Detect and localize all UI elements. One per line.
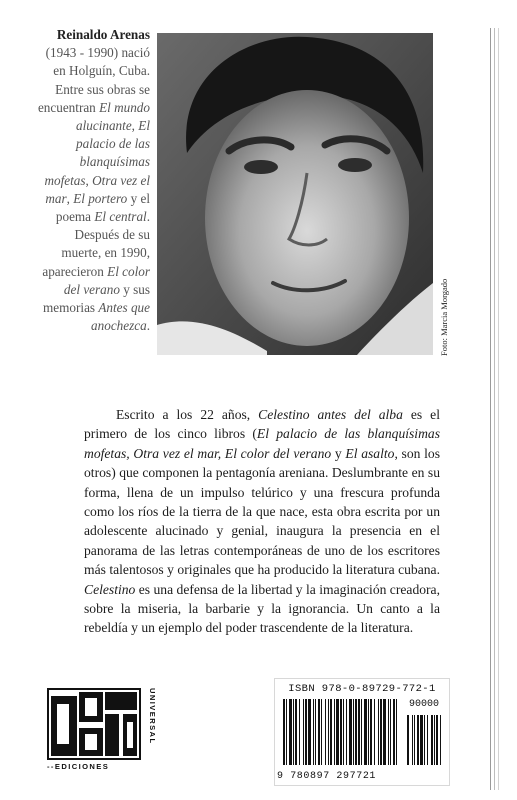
barcode-bar	[383, 699, 386, 765]
barcode-addon-bar	[424, 715, 425, 765]
barcode-bar	[325, 699, 326, 765]
blurb-text: Escrito a los 22 años,	[116, 407, 259, 422]
bio-text: . Después de su muerte, en 1990, aparecieron	[42, 209, 150, 279]
ean-number: 9 780897 297721	[277, 771, 377, 782]
bio-title: Otra vez el mar	[45, 172, 150, 206]
bio-text: y el poema	[55, 190, 150, 225]
barcode-bar	[293, 699, 294, 765]
spine-line	[498, 28, 499, 790]
barcode-bar	[295, 699, 297, 765]
barcode-bar	[336, 699, 339, 765]
barcode-bar	[368, 699, 369, 765]
bio-text: ,	[66, 190, 74, 206]
barcode-bar	[346, 699, 347, 765]
publisher-name-vertical: UNIVERSAL	[148, 688, 157, 745]
barcode-bar	[330, 699, 332, 765]
barcode-bar	[328, 699, 329, 765]
barcode-bar	[340, 699, 342, 765]
barcode-bar	[321, 699, 322, 765]
author-name: Reinaldo Arenas	[56, 27, 150, 42]
bio-title: El portero	[73, 190, 128, 206]
blurb-text: y	[331, 445, 346, 461]
barcode-addon-bar	[434, 715, 435, 765]
barcode-bar	[370, 699, 372, 765]
blurb-title: El palacio de las blanquísimas mofetas, Otra vez el mar, El color del verano	[84, 426, 440, 461]
blurb-text: es una defensa de la libertad y la imaginación creadora, sobre la miseria, la barbarie y la ignorancia. Un canto a la rebeldía y un ejemplo del poder trascendente de la literatura.	[84, 581, 440, 636]
barcode-addon-bar	[436, 715, 438, 765]
barcode-bar	[315, 699, 316, 765]
bio-title: El palacio de las blanquísimas mofetas	[44, 118, 150, 188]
barcode-bar	[361, 699, 362, 765]
barcode-bar	[358, 699, 360, 765]
barcode-bar	[305, 699, 307, 765]
publisher-logo	[47, 688, 157, 776]
barcode-bar	[313, 699, 314, 765]
bio-title: El mundo alucinante	[76, 99, 150, 134]
barcode-bar	[303, 699, 304, 765]
barcode-bar	[343, 699, 344, 765]
blurb-title: El asalto	[345, 445, 395, 461]
barcode-bar	[380, 699, 382, 765]
barcode-bar	[393, 699, 395, 765]
barcode-bar	[355, 699, 357, 765]
barcode-addon-bar	[407, 715, 409, 765]
barcode-bar	[378, 699, 379, 765]
publisher-logo-icon	[47, 688, 141, 760]
barcode-bar	[396, 699, 397, 765]
barcode-bar	[334, 699, 335, 765]
barcode-bar	[390, 699, 391, 765]
barcode-addon-bar	[420, 715, 423, 765]
book-description	[84, 405, 440, 638]
bio-title: El central	[94, 209, 147, 225]
barcode-addon-bar	[431, 715, 433, 765]
barcode-bar	[289, 699, 292, 765]
barcode-bar	[349, 699, 352, 765]
barcode-bar	[364, 699, 367, 765]
blurb-text: es el primero de los cinco libros (	[84, 407, 440, 442]
blurb-title: Celestino	[84, 581, 136, 597]
publisher-name: --EDICIONES	[47, 762, 110, 771]
bio-text: ,	[131, 118, 139, 134]
barcode-addon-bar	[414, 715, 415, 765]
barcode-bar	[388, 699, 389, 765]
isbn-barcode	[274, 678, 450, 786]
bio-text: ,	[85, 172, 93, 188]
barcode-addon-bar	[412, 715, 413, 765]
isbn-number: ISBN 978-0-89729-772-1	[288, 683, 436, 695]
blurb-text: , son los otros) que componen la pentagonía areniana. Deslumbrante en su forma, llena de un impulso telúrico y una frescura profunda como los ríos de la tierra de la que nace, esta obra escrita por un adolescente alucinado y genial, inaugura la presencia en el panorama de las letras contemporáneas de uno de los escritores más talentosos y originales que ha producido la literatura cubana.	[84, 445, 441, 578]
blurb-title: Celestino antes del alba	[258, 407, 403, 422]
barcode-bar	[283, 699, 285, 765]
price-addon: 90000	[408, 699, 439, 710]
barcode-addon-bar	[440, 715, 441, 765]
photo-credit: Foto: Marcia Morgado	[439, 278, 449, 356]
barcode-bar	[286, 699, 287, 765]
barcode-bar	[308, 699, 311, 765]
author-photo	[157, 33, 433, 355]
spine-line	[494, 28, 495, 790]
bio-title: El color del verano	[63, 263, 150, 297]
barcode-bar	[299, 699, 300, 765]
author-portrait-image	[157, 33, 433, 355]
author-bio	[36, 26, 150, 335]
bio-text: y sus memorias	[43, 281, 150, 316]
barcode-addon-bar	[427, 715, 428, 765]
barcode-bar	[374, 699, 375, 765]
spine-line	[490, 28, 491, 790]
bio-text: (1943 - 1990) nació en Holguín, Cuba. Entre sus obras se encuentran	[37, 45, 150, 115]
barcode-bar	[318, 699, 320, 765]
barcode-addon-bar	[417, 715, 419, 765]
bio-text: .	[146, 318, 150, 334]
barcode-bar	[353, 699, 354, 765]
bio-title: Antes que anochezca	[91, 300, 150, 334]
